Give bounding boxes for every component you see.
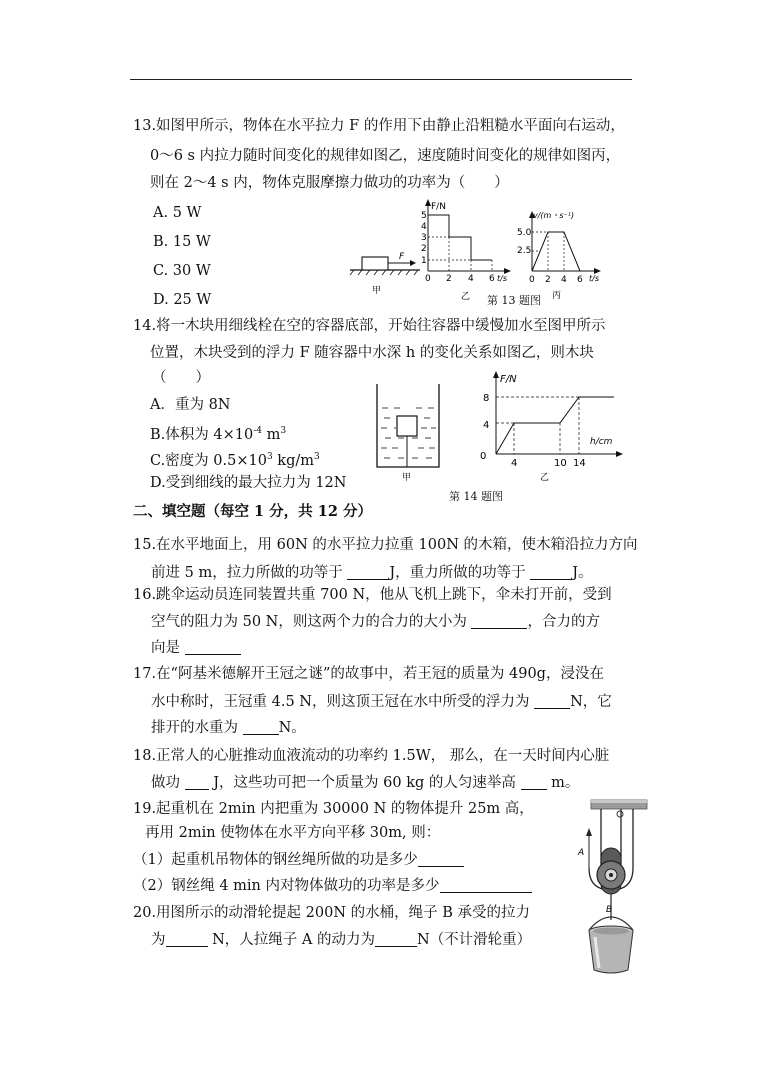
q20-rope-a-label: A bbox=[578, 848, 585, 858]
q14-fig-jia-label: 甲 bbox=[402, 473, 412, 482]
q20-line2: 为 N，人拉绳子 A 的动力为 N（不计滑轮重） bbox=[151, 932, 532, 948]
q13-yi-ylabel: F/N bbox=[431, 202, 446, 212]
q14-option-d: D.受到细线的最大拉力为 12N bbox=[150, 475, 347, 491]
q13-bing-ylabel: v/(m・s⁻¹) bbox=[533, 211, 575, 220]
q14-yi-ylabel: F/N bbox=[500, 374, 517, 385]
q15-line2: 前进 5 m，拉力所做的功等于 J，重力所做的功等于 J。 bbox=[151, 565, 593, 581]
q17-answer-blank-2[interactable] bbox=[243, 720, 279, 735]
q14-yi-xtick-14: 14 bbox=[573, 458, 586, 469]
q15-line1: 15.在水平地面上，用 60N 的水平拉力拉重 100N 的木箱，使木箱沿拉力方向 bbox=[133, 537, 638, 553]
q17-line1: 17.在“阿基米德解开王冠之谜”的故事中，若王冠的质量为 490g，浸没在 bbox=[133, 666, 604, 682]
q14-line1: 14.将一木块用细线栓在空的容器底部，开始往容器中缓慢加水至图甲所示 bbox=[133, 318, 606, 334]
q13-bing-xtick-2: 2 bbox=[545, 275, 551, 285]
q13-bing-xlabel: t/s bbox=[589, 274, 599, 283]
q13-option-a: A. 5 W bbox=[153, 205, 202, 221]
q15-answer-blank-2[interactable] bbox=[530, 565, 572, 580]
q16-answer-blank-1[interactable] bbox=[471, 614, 527, 629]
q13-yi-ytick-2: 2 bbox=[421, 244, 427, 254]
q13-fig-yi-label: 乙 bbox=[461, 292, 471, 302]
q14-line3: （ ） bbox=[152, 370, 210, 386]
q20-pulley-figure bbox=[575, 798, 655, 978]
q13-line2: 0～6 s 内拉力随时间变化的规律如图乙，速度随时间变化的规律如图丙， bbox=[150, 148, 621, 164]
q13-figure-caption: 第 13 题图 bbox=[487, 294, 541, 307]
q13-yi-xtick-2: 2 bbox=[446, 274, 452, 284]
q18-line2: 做功 J，这些功可把一个质量为 60 kg 的人匀速举高 m。 bbox=[151, 775, 580, 791]
q19-line1: 19.起重机在 2min 内把重为 30000 N 的物体提升 25m 高， bbox=[133, 801, 534, 817]
q18-answer-blank-2[interactable] bbox=[521, 775, 547, 790]
q13-yi-xtick-0: 0 bbox=[425, 274, 431, 284]
q16-answer-blank-2[interactable] bbox=[185, 640, 241, 655]
q16-line3: 向是 bbox=[151, 638, 241, 658]
q19-line3: （1）起重机吊物体的钢丝绳所做的功是多少 bbox=[133, 850, 464, 870]
q14-yi-ytick-8: 8 bbox=[483, 393, 490, 404]
q13-option-b: B. 15 W bbox=[153, 234, 211, 250]
q13-bing-ytick-25: 2.5 bbox=[517, 246, 532, 256]
q13-figure-yi bbox=[418, 196, 518, 306]
q18-answer-blank-1[interactable] bbox=[185, 775, 209, 790]
q13-option-c: C. 30 W bbox=[153, 263, 211, 279]
q17-line3: 排开的水重为 N。 bbox=[151, 720, 306, 736]
q13-yi-xtick-6: 6 bbox=[489, 274, 495, 284]
q13-line1: 13.如图甲所示，物体在水平拉力 F 的作用下由静止沿粗糙水平面向右运动， bbox=[133, 118, 625, 134]
q20-line1: 20.用图所示的动滑轮提起 200N 的水桶，绳子 B 承受的拉力 bbox=[133, 905, 531, 921]
q19-answer-blank-2[interactable] bbox=[440, 878, 532, 893]
q13-figure-bing bbox=[516, 208, 606, 304]
q16-line1: 16.跳伞运动员连同装置共重 700 N，他从飞机上跳下，伞未打开前，受到 bbox=[133, 587, 612, 603]
q13-yi-ytick-5: 5 bbox=[421, 211, 427, 221]
q14-yi-xtick-10: 10 bbox=[554, 458, 567, 469]
q14-figure-jia bbox=[372, 382, 444, 482]
q13-option-d: D. 25 W bbox=[153, 292, 212, 308]
header-rule bbox=[130, 79, 632, 80]
q13-fig-bing-label: 丙 bbox=[552, 291, 562, 301]
q14-option-a: A．重为 8N bbox=[150, 397, 231, 413]
q14-yi-xtick-0: 0 bbox=[480, 451, 487, 462]
q13-bing-xtick-0: 0 bbox=[529, 275, 535, 285]
q13-yi-ytick-1: 1 bbox=[421, 256, 427, 266]
q13-yi-ytick-4: 4 bbox=[421, 222, 427, 232]
q13-line3: 则在 2～4 s 内，物体克服摩擦力做功的功率为（ ） bbox=[150, 175, 509, 191]
q15-answer-blank-1[interactable] bbox=[347, 565, 389, 580]
q19-line4: （2）钢丝绳 4 min 内对物体做功的功率是多少 bbox=[133, 876, 532, 896]
q16-line2: 空气的阻力为 50 N，则这两个力的合力的大小为 ，合力的方 bbox=[151, 614, 600, 630]
q14-option-c: C.密度为 $0.5\times 10^3$ $kg/m^3$ bbox=[150, 452, 320, 469]
q13-figure-jia bbox=[348, 248, 424, 300]
q13-bing-ytick-50: 5.0 bbox=[517, 228, 532, 238]
q14-option-b: B.体积为 $4\times 10^{-4}$ $m^3$ bbox=[150, 426, 287, 443]
q17-answer-blank-1[interactable] bbox=[534, 694, 570, 709]
q13-bing-xtick-4: 4 bbox=[561, 275, 567, 285]
q19-answer-blank-1[interactable] bbox=[418, 852, 464, 867]
q14-fig-yi-label: 乙 bbox=[540, 473, 550, 483]
q13-force-label: F bbox=[399, 252, 405, 262]
q14-line2: 位置，木块受到的浮力 F 随容器中水深 h 的变化关系如图乙，则木块 bbox=[150, 345, 594, 361]
q14-yi-xlabel: h/cm bbox=[590, 437, 613, 447]
q13-yi-xtick-4: 4 bbox=[468, 274, 474, 284]
q19-line2: 再用 2min 使物体在水平方向平移 30m, 则： bbox=[145, 825, 441, 841]
section-title: 二、填空题（每空 1 分，共 12 分） bbox=[133, 503, 372, 520]
q14-figure-yi bbox=[476, 366, 628, 484]
q14-yi-xtick-4: 4 bbox=[511, 458, 518, 469]
q20-rope-b-label: B bbox=[606, 905, 613, 915]
q13-yi-xlabel: t/s bbox=[497, 274, 507, 283]
q17-line2: 水中称时，王冠重 4.5 N，则这顶王冠在水中所受的浮力为 N，它 bbox=[151, 694, 612, 710]
q20-answer-blank-2[interactable] bbox=[375, 932, 417, 947]
q13-bing-xtick-6: 6 bbox=[577, 275, 583, 285]
q13-fig-jia-label: 甲 bbox=[372, 286, 382, 296]
q13-yi-ytick-3: 3 bbox=[421, 233, 427, 243]
q18-line1: 18.正常人的心脏推动血液流动的功率约 1.5W， 那么，在一天时间内心脏 bbox=[133, 748, 610, 764]
q20-answer-blank-1[interactable] bbox=[166, 932, 208, 947]
q14-yi-ytick-4: 4 bbox=[483, 420, 490, 431]
q14-figure-caption: 第 14 题图 bbox=[449, 490, 503, 503]
